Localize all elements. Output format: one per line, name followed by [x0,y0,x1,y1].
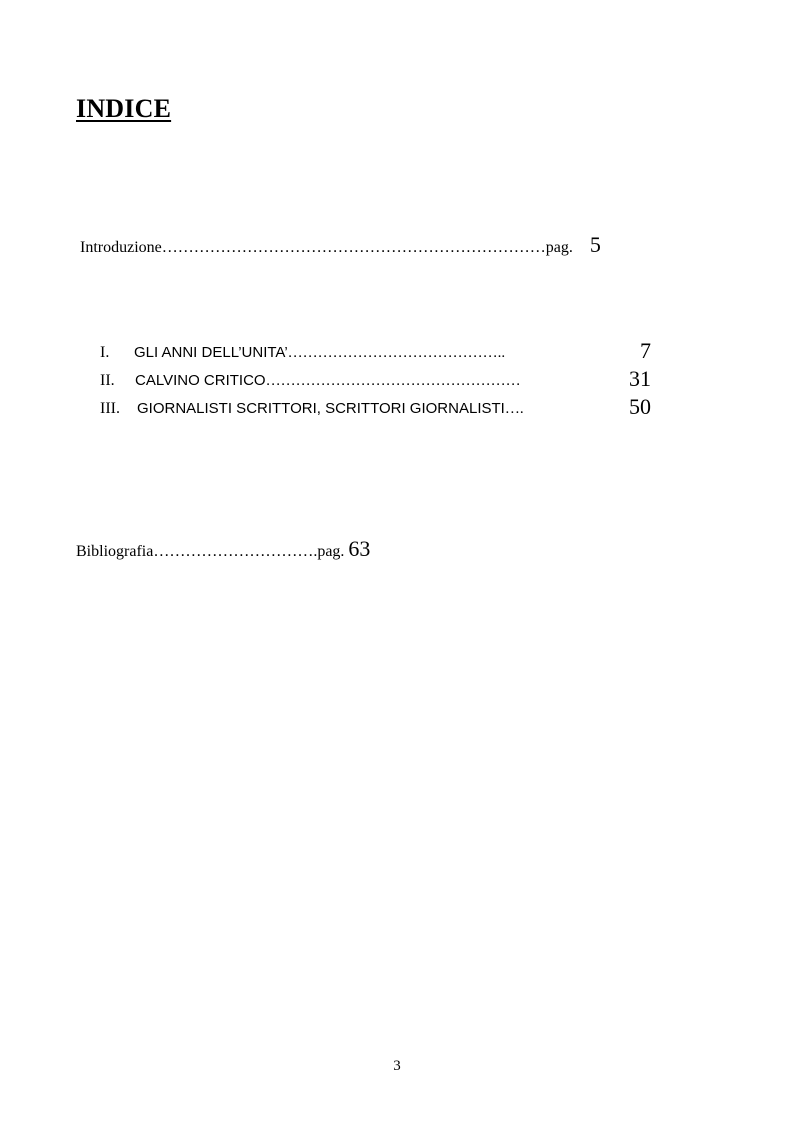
toc-page-number: 50 [629,394,651,419]
toc-entry-chapter-3[interactable] [100,394,660,428]
chapter-title: CALVINO CRITICO [135,372,266,389]
chapter-numeral: I. [100,344,110,361]
page-title: INDICE [76,94,172,123]
dot-leader: …………………………. [153,543,318,560]
dot-leader: …………………………………….. [287,345,506,361]
dot-leader: …………………………………………… [265,373,521,389]
toc-entry-chapter-1[interactable] [100,338,660,372]
dot-leader: ……………………………………………………………… [161,239,546,256]
toc-page-number: 31 [629,366,651,391]
toc-entry-label: Bibliografia [76,543,154,560]
toc-page-number: 63 [348,536,371,561]
pag-label: pag. [317,543,345,560]
toc-entry-label: Introduzione [80,239,162,256]
toc-page-number: 7 [640,338,651,363]
toc-entry-chapter-2[interactable] [100,366,660,400]
chapter-list [100,338,660,428]
toc-entry-introduzione[interactable] [80,232,601,258]
toc-page-number: 5 [589,232,601,257]
chapter-title: GLI ANNI DELL’UNITA’ [134,344,288,361]
chapter-title: GIORNALISTI SCRITTORI, SCRITTORI GIORNALISTI [137,400,505,417]
toc-entry-bibliografia[interactable] [76,536,370,562]
page-number: 3 [393,1058,401,1074]
pag-label: pag. [545,239,573,256]
dot-leader: …. [504,401,524,417]
chapter-numeral: II. [100,372,115,389]
chapter-numeral: III. [100,400,120,417]
